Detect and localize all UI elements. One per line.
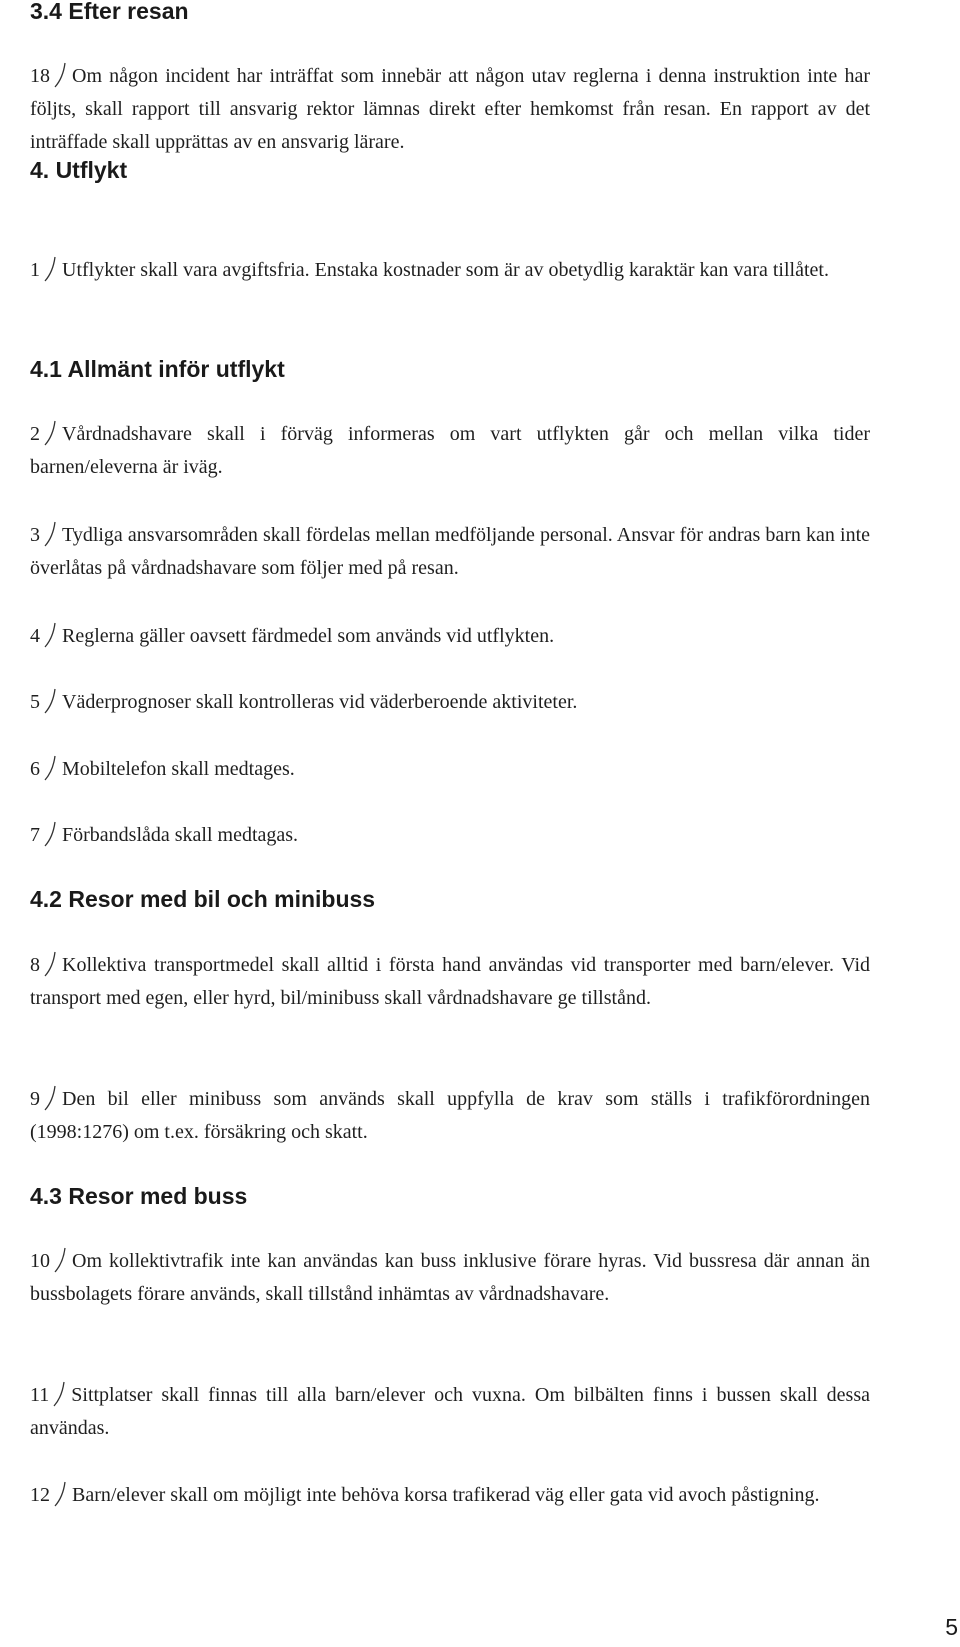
paragraph-number: 8 [30,954,40,976]
paragraph-text: Om kollektivtrafik inte kan användas kan buss inklusive förare hyras. Vid bussresa där annan än bussbolagets förare används, skall tillstånd inhämtas av vårdnadshavare. [30,1250,870,1305]
paragraph-6 [30,753,870,786]
paragraph-text: Om någon incident har inträffat som innebär att någon utav reglerna i denna instruktion inte har följts, skall rapport till ansvarig rektor lämnas direkt efter hemkomst från resan. En rapport av det inträffade skall upprättas av en ansvarig lärare. [30,65,870,153]
paragraph-mark-icon [44,755,56,781]
paragraph-text: Utflykter skall vara avgiftsfria. Enstaka kostnader som är av obetydlig karaktär kan vara tillåtet. [62,259,829,281]
paragraph-mark-icon [44,420,56,446]
paragraph-18 [30,60,870,159]
paragraph-mark-icon [44,622,56,648]
paragraph-1 [30,254,870,287]
paragraph-7 [30,819,870,852]
section-heading-4-1: 4.1 Allmänt inför utflykt [30,356,285,382]
section-heading-4-3: 4.3 Resor med buss [30,1183,248,1209]
paragraph-9 [30,1083,870,1149]
paragraph-mark-icon [44,256,56,282]
paragraph-mark-icon [54,1481,66,1507]
section-heading-4-2: 4.2 Resor med bil och minibuss [30,886,376,912]
paragraph-text: Mobiltelefon skall medtages. [62,758,295,780]
paragraph-number: 11 [30,1384,50,1406]
paragraph-number: 5 [30,691,40,713]
paragraph-2 [30,418,870,484]
paragraph-mark-icon [54,62,66,88]
paragraph-number: 6 [30,758,40,780]
paragraph-mark-icon [44,521,56,547]
paragraph-mark-icon [44,821,56,847]
paragraph-mark-icon [44,688,56,714]
paragraph-text: Sittplatser skall finnas till alla barn/elever och vuxna. Om bilbälten finns i bussen skall dessa användas. [30,1384,870,1439]
paragraph-10 [30,1245,870,1311]
paragraph-mark-icon [44,951,56,977]
paragraph-4 [30,620,870,653]
paragraph-number: 10 [30,1250,50,1272]
paragraph-mark-icon [54,1247,66,1273]
paragraph-mark-icon [44,1085,56,1111]
paragraph-text: Den bil eller minibuss som används skall uppfylla de krav som ställs i trafikförordningen (1998:1276) om t.ex. försäkring och skatt. [30,1088,870,1143]
section-heading-3-4: 3.4 Efter resan [30,0,189,24]
paragraph-number: 4 [30,625,40,647]
paragraph-5 [30,686,870,719]
paragraph-number: 18 [30,65,50,87]
paragraph-text: Reglerna gäller oavsett färdmedel som används vid utflykten. [62,625,555,647]
paragraph-text: Kollektiva transportmedel skall alltid i första hand användas vid transporter med barn/elever. Vid transport med egen, eller hyrd, bil/minibuss skall vårdnadshavare ge tillstånd. [30,954,870,1009]
paragraph-number: 12 [30,1484,50,1506]
paragraph-text: Tydliga ansvarsområden skall fördelas mellan medföljande personal. Ansvar för andras barn kan inte överlåtas på vårdnadshavare som följer med på resan. [30,524,870,579]
paragraph-3 [30,519,870,585]
paragraph-number: 9 [30,1088,40,1110]
paragraph-text: Vårdnadshavare skall i förväg informeras om vart utflykten går och mellan vilka tider barnen/eleverna är iväg. [30,423,870,478]
paragraph-number: 3 [30,524,40,546]
paragraph-number: 2 [30,423,40,445]
paragraph-number: 1 [30,259,40,281]
paragraph-11 [30,1379,870,1445]
paragraph-text: Barn/elever skall om möjligt inte behöva korsa trafikerad väg eller gata vid avoch påstigning. [72,1484,820,1506]
paragraph-text: Väderprognoser skall kontrolleras vid väderberoende aktiviteter. [62,691,578,713]
paragraph-number: 7 [30,824,40,846]
paragraph-8 [30,949,870,1015]
paragraph-text: Förbandslåda skall medtagas. [62,824,299,846]
page-number: 5 [945,1614,958,1640]
section-heading-4: 4. Utflykt [30,157,128,183]
paragraph-12 [30,1479,870,1512]
paragraph-mark-icon [53,1381,65,1407]
